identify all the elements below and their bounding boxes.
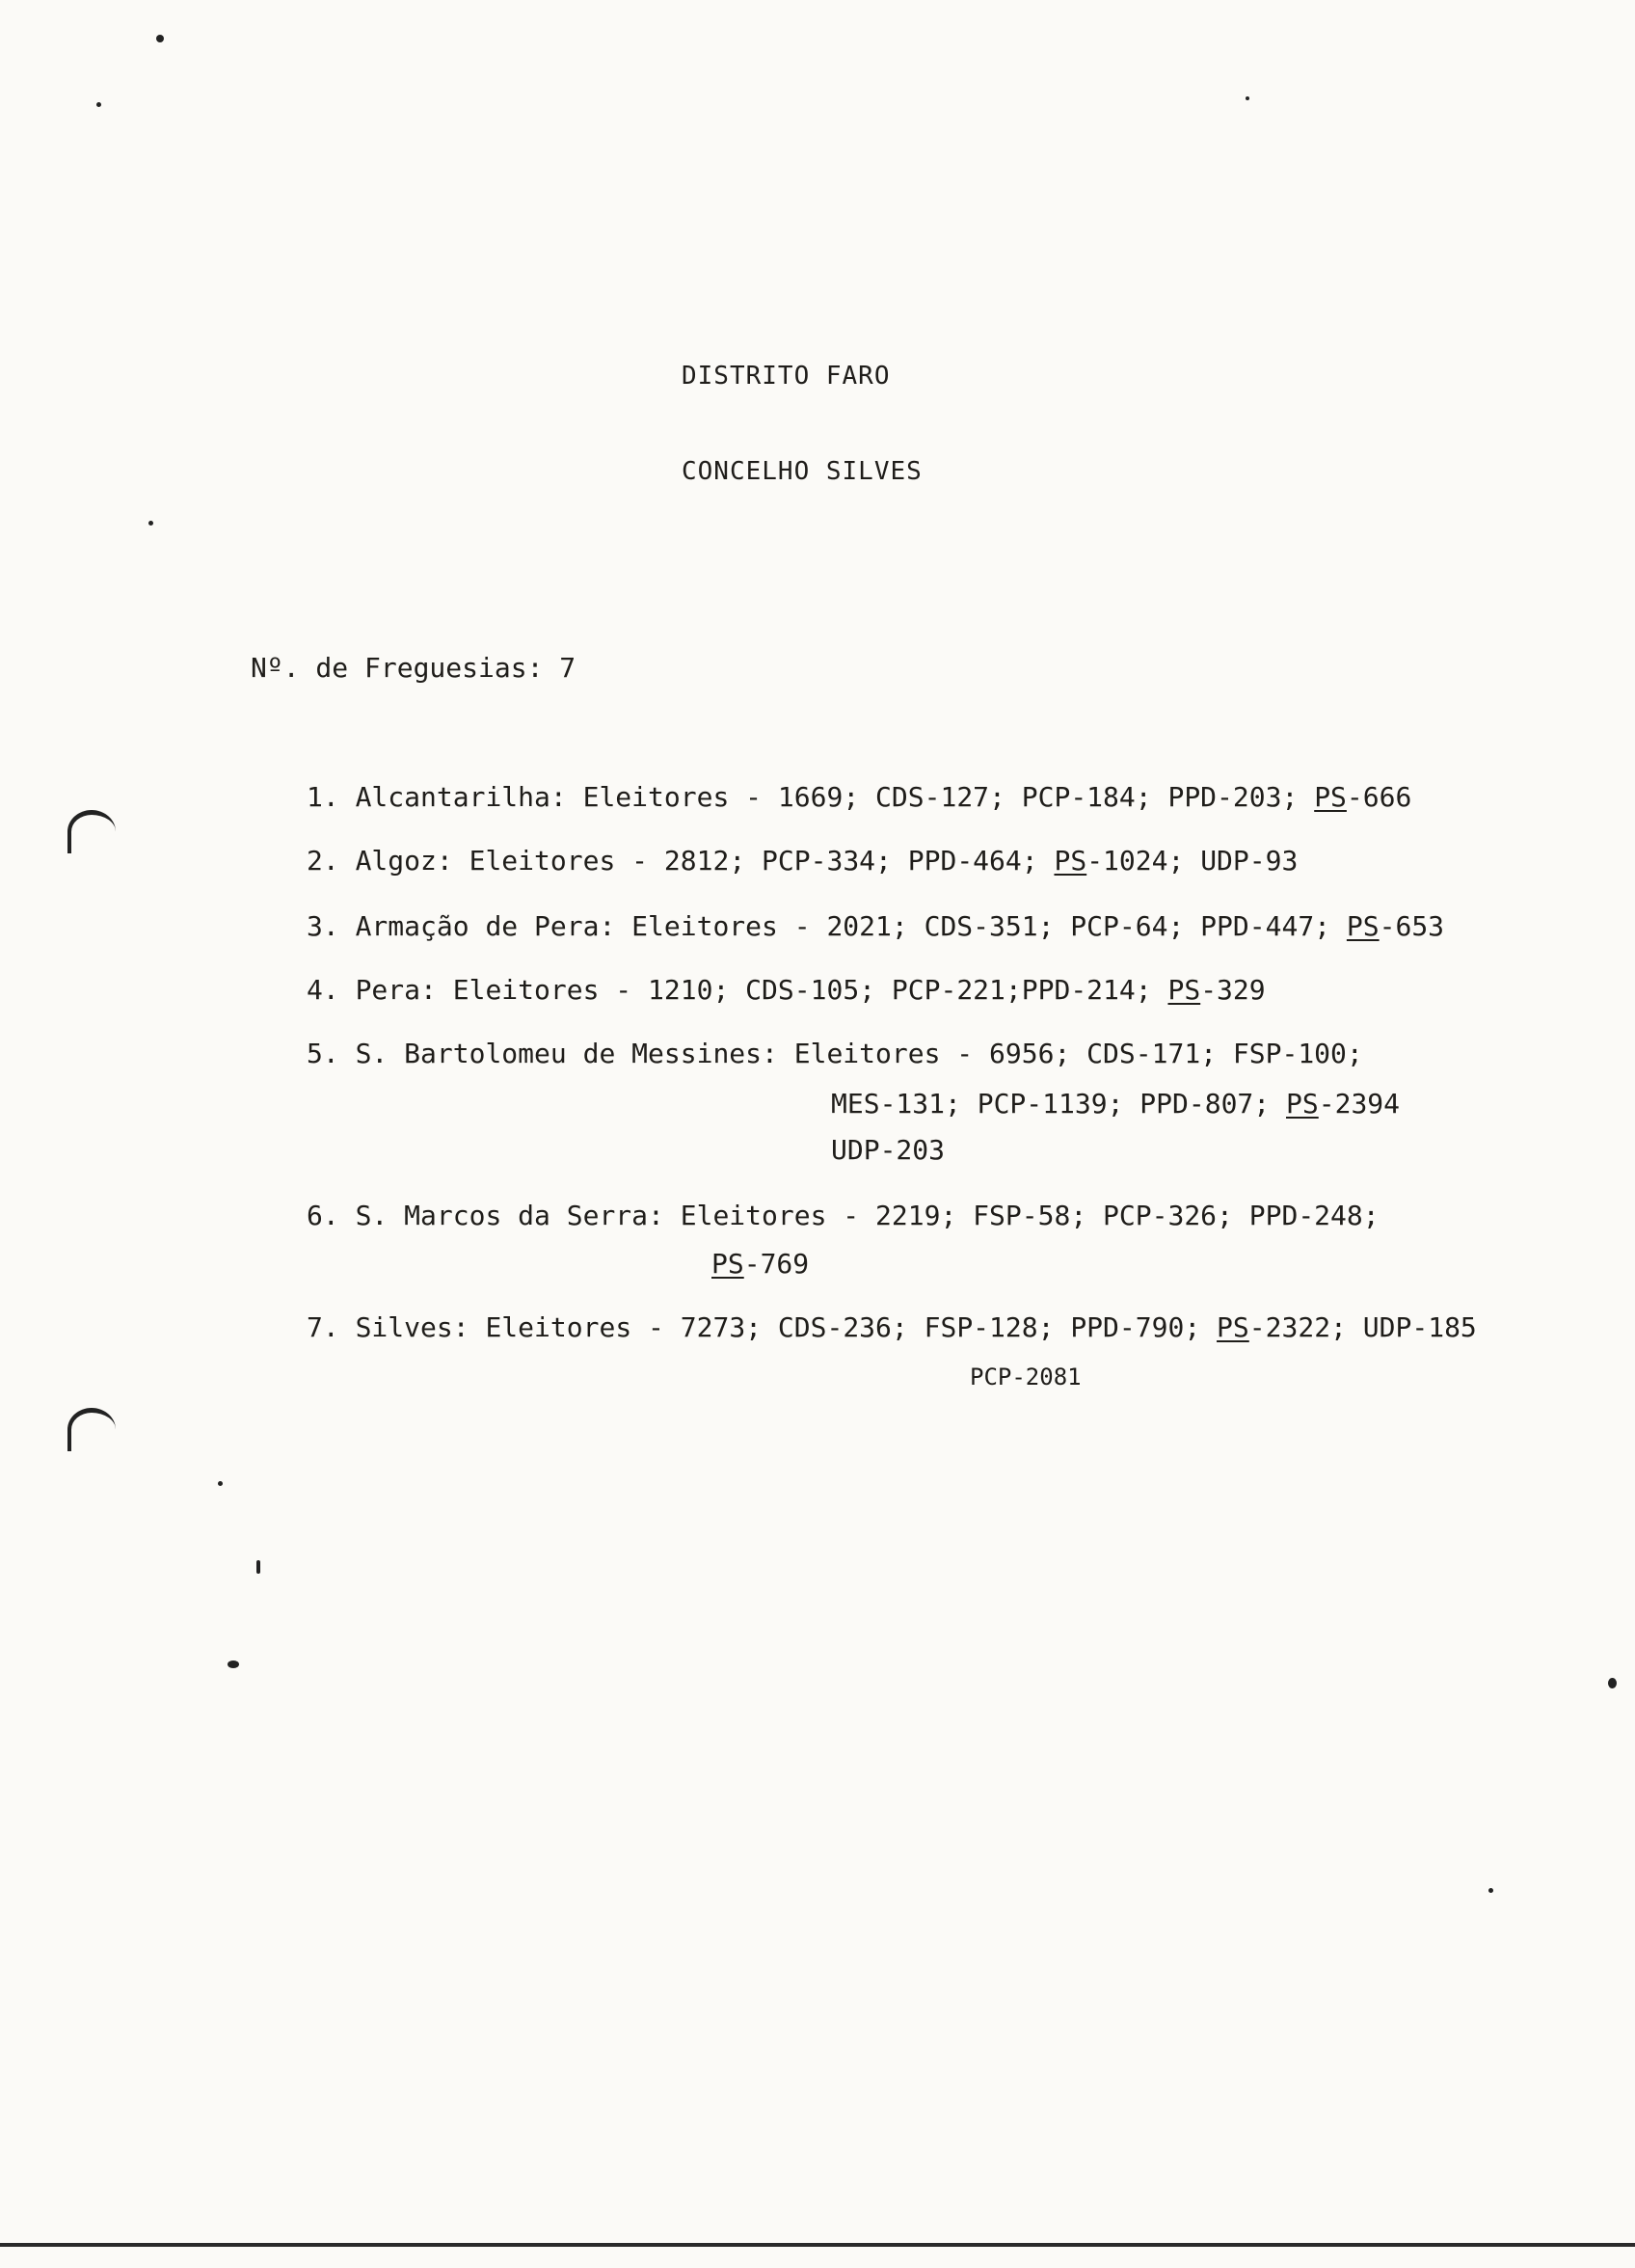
party-results: UDP-203: [831, 1134, 946, 1166]
item-number: 1.: [307, 781, 339, 813]
party-results: CDS-236; FSP-128; PPD-790;: [777, 1311, 1201, 1343]
parish-name: S. Marcos da Serra:: [355, 1200, 664, 1231]
ps-label: PS: [1346, 910, 1380, 942]
ps-label: PS: [1167, 974, 1201, 1006]
scan-speck: [96, 102, 101, 107]
list-item: [307, 974, 1266, 1006]
ps-value: -653: [1379, 910, 1445, 942]
ps-value: -2394: [1318, 1088, 1401, 1120]
punch-hole-mark: [67, 1408, 116, 1451]
voters: Eleitores - 2812;: [469, 845, 746, 877]
ps-value: -1024;: [1086, 845, 1185, 877]
parish-name: Silves:: [355, 1311, 469, 1343]
item-number: 7.: [307, 1311, 339, 1343]
ps-label: PS: [1217, 1311, 1249, 1343]
party-results: FSP-58; PCP-326; PPD-248;: [973, 1200, 1380, 1231]
list-item: [307, 1200, 1380, 1231]
party-results: CDS-351; PCP-64; PPD-447;: [924, 910, 1331, 942]
list-item: [307, 845, 1298, 877]
list-item-continuation: [831, 1134, 945, 1166]
scan-speck: [1488, 1888, 1493, 1893]
scan-speck: [218, 1481, 223, 1486]
ps-value: -769: [743, 1248, 810, 1280]
party-results: PCP-2081: [970, 1364, 1082, 1390]
ps-value: -329: [1200, 974, 1266, 1006]
list-item-continuation: [711, 1248, 809, 1280]
list-item-continuation: [831, 1088, 1400, 1120]
list-item-continuation: [970, 1364, 1082, 1390]
municipality-heading: CONCELHO SILVES: [682, 457, 923, 486]
punch-hole-mark: [67, 810, 116, 853]
voters: Eleitores - 6956;: [793, 1038, 1071, 1069]
party-results: CDS-171; FSP-100;: [1086, 1038, 1363, 1069]
voters: Eleitores - 7273;: [485, 1311, 763, 1343]
voters: Eleitores - 1210;: [452, 974, 730, 1006]
list-item: [307, 1038, 1363, 1069]
party-results: PCP-334; PPD-464;: [762, 845, 1038, 877]
ps-value: -2322;: [1248, 1311, 1347, 1343]
parish-name: Alcantarilha:: [355, 781, 567, 813]
scan-speck: [1608, 1678, 1617, 1688]
voters: Eleitores - 2021;: [631, 910, 908, 942]
item-number: 5.: [307, 1038, 339, 1069]
parish-name: Armação de Pera:: [355, 910, 616, 942]
ps-label: PS: [1054, 845, 1087, 877]
list-item: [307, 1311, 1477, 1343]
parish-name: Algoz:: [355, 845, 453, 877]
parish-name: Pera:: [355, 974, 437, 1006]
scan-speck: [156, 35, 164, 42]
scan-speck: [1246, 96, 1249, 100]
district-heading: DISTRITO FARO: [682, 362, 891, 391]
party-results: MES-131; PCP-1139; PPD-807;: [831, 1088, 1271, 1120]
list-item: [307, 910, 1444, 942]
ps-value: -666: [1346, 781, 1412, 813]
item-number: 3.: [307, 910, 339, 942]
list-item: [307, 781, 1411, 813]
scan-speck: [256, 1560, 260, 1574]
item-number: 4.: [307, 974, 339, 1006]
parish-name: S. Bartolomeu de Messines:: [355, 1038, 778, 1069]
ps-label: PS: [1314, 781, 1347, 813]
scan-speck: [148, 521, 153, 526]
parish-count: Nº. de Freguesias: 7: [251, 652, 576, 684]
item-number: 6.: [307, 1200, 339, 1231]
scan-speck: [228, 1660, 239, 1668]
party-results-tail: UDP-93: [1200, 845, 1299, 877]
voters: Eleitores - 1669;: [582, 781, 860, 813]
party-results: CDS-105; PCP-221;PPD-214;: [745, 974, 1152, 1006]
party-results: CDS-127; PCP-184; PPD-203;: [875, 781, 1299, 813]
voters: Eleitores - 2219;: [680, 1200, 957, 1231]
page-bottom-edge: [0, 2243, 1635, 2247]
ps-label: PS: [1286, 1088, 1319, 1120]
party-results-tail: UDP-185: [1362, 1311, 1477, 1343]
ps-label: PS: [711, 1248, 744, 1280]
item-number: 2.: [307, 845, 339, 877]
